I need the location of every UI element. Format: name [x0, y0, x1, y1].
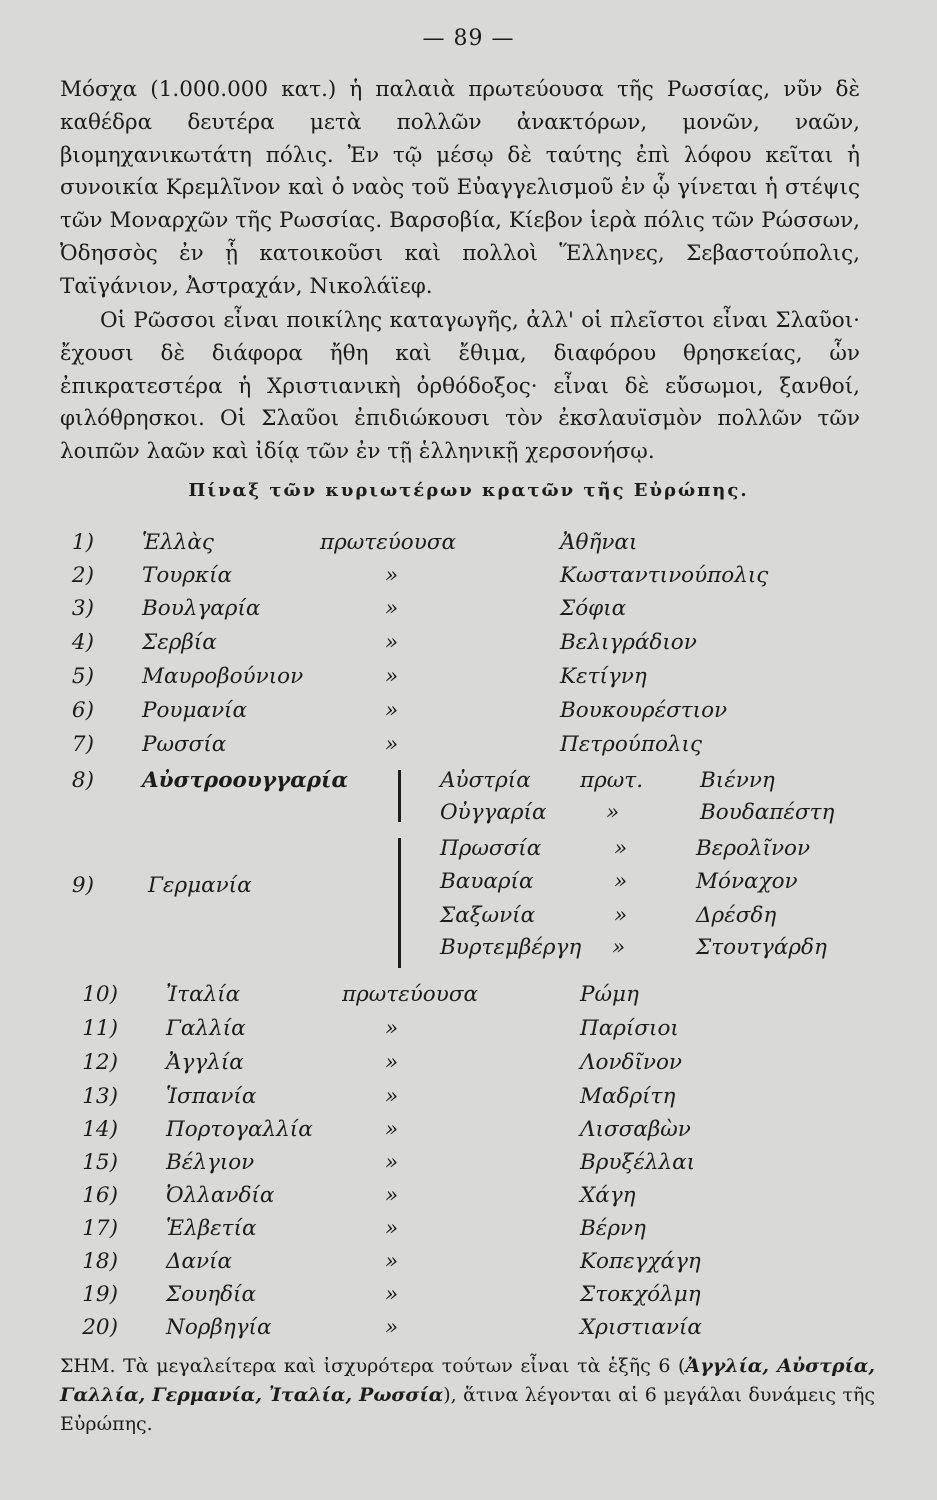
capital-name: Μαδρίτη — [580, 1084, 676, 1109]
capital-name: Λισσαβὼν — [580, 1117, 691, 1142]
ditto-mark: » — [385, 563, 399, 588]
table-title: Πίναξ τῶν κυριωτέρων κρατῶν τῆς Εὐρώπης. — [188, 480, 749, 501]
capital-name: Χριστιανία — [580, 1315, 702, 1340]
state-name: Δανία — [166, 1249, 233, 1274]
row-number: 10) — [82, 982, 118, 1007]
ditto-mark: » — [385, 698, 399, 723]
state-name: Μαυροβούνιον — [142, 664, 304, 689]
capital-abbrev: πρωτ. — [580, 768, 644, 793]
state-name: Ἑλλὰς — [142, 530, 214, 555]
capital-name: Βουκουρέστιον — [560, 698, 728, 723]
sub-state-name: Βυρτεμβέργη — [440, 935, 582, 960]
ditto-mark: » — [385, 664, 399, 689]
footnote — [60, 1352, 875, 1439]
row-number: 13) — [82, 1084, 118, 1109]
row-number: 4) — [71, 630, 94, 655]
state-name: Σουηδία — [166, 1282, 256, 1307]
ditto-mark: » — [614, 903, 628, 928]
state-name: Γερμανία — [148, 873, 252, 898]
ditto-mark: » — [606, 800, 620, 825]
ditto-mark: » — [385, 1216, 399, 1241]
capital-name: Βέρνη — [580, 1216, 646, 1241]
row-number: 3) — [71, 596, 94, 621]
state-name: Ἀγγλία — [166, 1050, 244, 1075]
ditto-mark: » — [385, 1282, 399, 1307]
state-name: Νορβηγία — [166, 1315, 272, 1340]
state-name: Αὐστροουγγαρία — [142, 768, 348, 793]
row-number: 14) — [82, 1117, 118, 1142]
row-number: 12) — [82, 1050, 118, 1075]
capital-name: Ρώμη — [580, 982, 639, 1007]
capital-name: Κοπεγχάγη — [580, 1249, 701, 1274]
capital-name: Μόναχον — [696, 869, 798, 894]
state-name: Βουλγαρία — [142, 596, 261, 621]
capital-name: Βελιγράδιον — [560, 630, 697, 655]
capital-word: πρωτεύουσα — [320, 530, 457, 555]
capital-name: Βιέννη — [700, 768, 775, 793]
row-number: 6) — [71, 698, 94, 723]
state-name: Σερβία — [142, 630, 217, 655]
ditto-mark: » — [385, 1050, 399, 1075]
state-name: Πορτογαλλία — [166, 1117, 313, 1142]
ditto-mark: » — [614, 869, 628, 894]
ditto-mark: » — [385, 1084, 399, 1109]
ditto-mark: » — [385, 630, 399, 655]
paragraph-russians: Οἱ Ρῶσσοι εἶναι ποικίλης καταγωγῆς, ἀλλ' οἱ πλεῖστοι εἶναι Σλαῦοι· ἔχουσι δὲ διάφορα ἤθη καὶ ἔθιμα, διαφόρου θρησκείας, ὧν ἐπικρατεστέρα ἡ Χριστιανικὴ ὀρθόδοξος· εἶναι δὲ εὔσωμοι, ξανθοί, φιλόθρησκοι. Οἱ Σλαῦοι ἐπιδιώκουσι τὸν ἐκσλαυϊσμὸν πολλῶν τῶν λοιπῶν λαῶν καὶ ἰδίᾳ τῶν ἐν τῇ ἑλληνικῇ χερσονήσῳ. — [60, 308, 860, 465]
capital-name: Κωσταντινούπολις — [560, 563, 769, 588]
row-number: 11) — [82, 1016, 118, 1041]
state-name: Βέλγιον — [166, 1150, 255, 1175]
state-name: Ἰταλία — [166, 982, 241, 1007]
row-number: 18) — [82, 1249, 118, 1274]
capital-name: Πετρούπολις — [560, 732, 703, 757]
state-name: Ὀλλανδία — [166, 1183, 275, 1208]
row-number: 19) — [82, 1282, 118, 1307]
capital-name: Ἀθῆναι — [560, 530, 638, 555]
brace-germany — [398, 838, 401, 968]
capital-name: Βερολῖνον — [696, 836, 811, 861]
ditto-mark: » — [385, 1150, 399, 1175]
ditto-mark: » — [385, 1016, 399, 1041]
capital-name: Βουδαπέστη — [700, 800, 835, 825]
footnote-tail: ), ἅτινα λέγονται αἱ 6 μεγάλαι δυνάμεις τῆς Εὐρώπης. — [60, 1384, 875, 1435]
capital-name: Παρίσιοι — [580, 1016, 679, 1041]
sub-state-name: Πρωσσία — [440, 836, 542, 861]
sub-state-name: Οὐγγαρία — [440, 800, 547, 825]
row-number: 8) — [71, 768, 94, 793]
ditto-mark: » — [385, 732, 399, 757]
state-name: Ἱσπανία — [166, 1084, 257, 1109]
capital-name: Κετίγνη — [560, 664, 647, 689]
capital-name: Δρέσδη — [696, 903, 777, 928]
state-name: Ρωσσία — [142, 732, 227, 757]
ditto-mark: » — [385, 1249, 399, 1274]
row-number: 17) — [82, 1216, 118, 1241]
ditto-mark: » — [385, 1315, 399, 1340]
row-number: 16) — [82, 1183, 118, 1208]
row-number: 20) — [82, 1315, 118, 1340]
row-number: 9) — [71, 873, 94, 898]
capital-name: Σόφια — [560, 596, 627, 621]
ditto-mark: » — [614, 836, 628, 861]
ditto-mark: » — [385, 1183, 399, 1208]
row-number: 5) — [71, 664, 94, 689]
sub-state-name: Αὐστρία — [440, 768, 531, 793]
capital-name: Λονδῖνον — [580, 1050, 682, 1075]
ditto-mark: » — [385, 596, 399, 621]
row-number: 2) — [71, 563, 94, 588]
capital-name: Βρυξέλλαι — [580, 1150, 696, 1175]
capital-word: πρωτεύουσα — [342, 982, 479, 1007]
state-name: Γαλλία — [166, 1016, 246, 1041]
footnote-lead: ΣΗΜ. Τὰ μεγαλείτερα καὶ ἰσχυρότερα τούτων εἶναι τὰ ἑξῆς 6 ( — [60, 1355, 686, 1377]
capital-name: Στοκχόλμη — [580, 1282, 701, 1307]
row-number: 7) — [71, 732, 94, 757]
paragraph-russia-cities: Μόσχα (1.000.000 κατ.) ἡ παλαιὰ πρωτεύουσα τῆς Ρωσσίας, νῦν δὲ καθέδρα δευτέρα μετὰ πολλῶν ἀνακτόρων, μονῶν, ναῶν, βιομηχανικωτάτη πόλις. Ἐν τῷ μέσῳ δὲ ταύτης ἐπὶ λόφου κεῖται ἡ συνοικία Κρεμλῖνον καὶ ὁ ναὸς τοῦ Εὐαγγελισμοῦ ἐν ᾧ γίνεται ἡ στέψις τῶν Μοναρχῶν τῆς Ρωσσίας. Βαρσοβία, Κίεβον ἱερὰ πόλις τῶν Ρώσσων, Ὀδησσὸς ἐν ᾗ κατοικοῦσι καὶ πολλοὶ Ἕλληνες, Σεβαστούπολις, Ταϊγάνιον, Ἀστραχάν, Νικολάϊεφ. — [60, 77, 860, 299]
state-name: Ἑλβετία — [166, 1216, 257, 1241]
sub-state-name: Βαυαρία — [440, 869, 534, 894]
ditto-mark: » — [385, 1117, 399, 1142]
brace-austria-hungary — [398, 770, 401, 822]
state-name: Ρουμανία — [142, 698, 247, 723]
row-number: 15) — [82, 1150, 118, 1175]
sub-state-name: Σαξωνία — [440, 903, 536, 928]
page-number: — 89 — — [422, 26, 515, 51]
ditto-mark: » — [612, 935, 626, 960]
row-number: 1) — [71, 530, 94, 555]
state-name: Τουρκία — [142, 563, 233, 588]
footnote-powers: Ἀγγλία, Αὐστρία, Γαλλία, Γερμανία, Ἰταλία, Ρωσσία — [60, 1355, 875, 1406]
capital-name: Χάγη — [580, 1183, 636, 1208]
capital-name: Στουτγάρδη — [696, 935, 827, 960]
